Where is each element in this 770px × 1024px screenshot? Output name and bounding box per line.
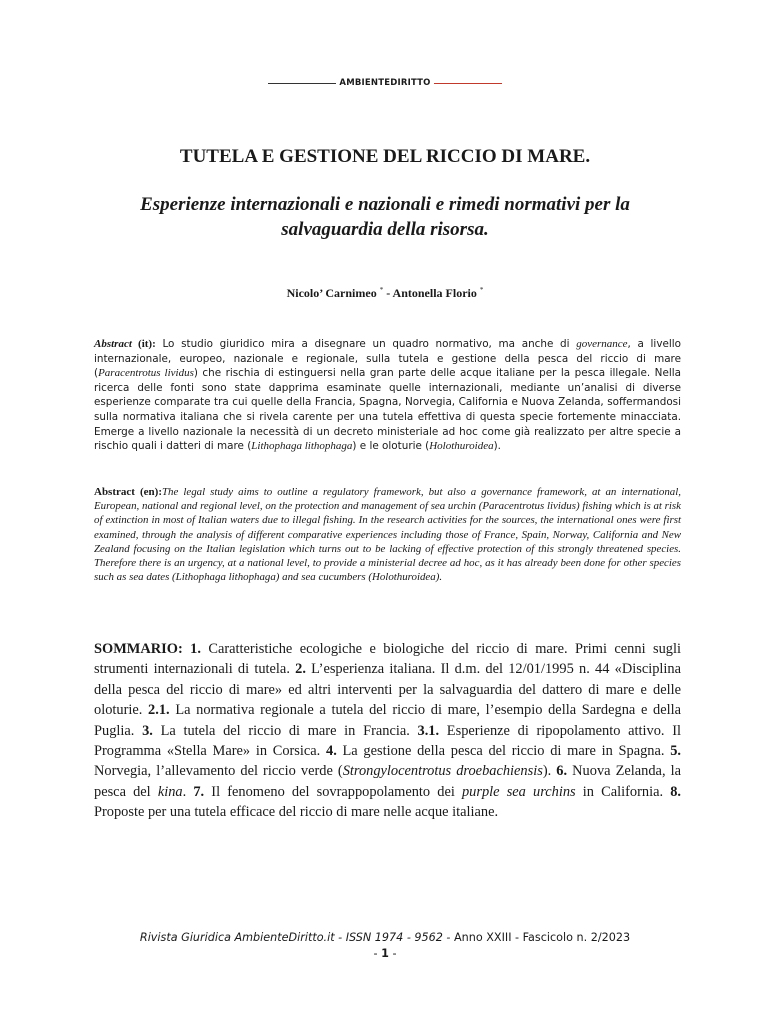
abstract-en-label: Abstract (en): [94, 486, 162, 498]
journal-name: AMBIENTEDIRITTO [339, 78, 431, 88]
abstract-italian: Abstract (it): Lo studio giuridico mira a disegnare un quadro normativo, ma anche di governance, a livello internazionale, europeo, nazionale e regionale, sulla tutela e gestione della pesca del riccio di mare (Paracentrotus lividus) che rischia di estinguersi nella gran parte delle acque italiane per la pesca illegale. Nella ricerca delle fonti sono state dapprima esaminate quelle internazionali, mediante un’analisi di diverse esperienze comparate tra cui quelle della Francia, Spagna, Norvegia, California e Nuova Zelanda, soffermandosi sulla normativa italiana che si rivela carente per una tutela effettiva di questa specie fortemente minacciata. Emerge a livello nazionale la necessità di un decreto ministeriale ad hoc come già realizzato per altre specie a rischio quali i datteri di mare (Lithophaga lithophaga) e le oloturie (Holothuroidea). [94, 338, 681, 453]
author-1: Nicolo’ Carnimeo [286, 286, 377, 300]
species-name: Lithophaga lithophaga [251, 440, 353, 453]
footer-issue: Anno XXIII - Fascicolo n. 2/2023 [454, 931, 631, 944]
running-header [0, 78, 770, 88]
author-2: Antonella Florio [392, 286, 477, 300]
author-1-footnote-mark: * [379, 286, 384, 294]
toc-label: SOMMARIO: [94, 641, 183, 657]
table-of-contents: SOMMARIO: 1. Caratteristiche ecologiche e biologiche del riccio di mare. Primi cenni sugli strumenti internazionali di tutela. 2. L’esperienza italiana. Il d.m. del 12/01/1995 n. 44 «Disciplina della pesca del riccio di mare» ed altri interventi per la salvaguardia del dattero di mare e delle oloturie. 2.1. La normativa regionale a tutela del riccio di mare, l’esempio della Sardegna e della Puglia. 3. La tutela del riccio di mare in Francia. 3.1. Esperienze di ripopolamento attivo. Il Programma «Stella Mare» in Corsica. 4. La gestione della pesca del riccio di mare in Spagna. 5. Norvegia, l’allevamento del riccio verde (Strongylocentrotus droebachiensis). 6. Nuova Zelanda, la pesca del kina. 7. Il fenomeno del sovrappopolamento dei purple sea urchins in California. 8. Proposte per una tutela efficace del riccio di mare nelle acque italiane. [94, 641, 682, 821]
species-name: Paracentrotus lividus [98, 367, 194, 380]
abstract-english [94, 485, 681, 584]
header-rule-right [434, 83, 502, 84]
paper-title: TUTELA E GESTIONE DEL RICCIO DI MARE. [179, 146, 591, 167]
author-line [0, 286, 770, 301]
abstract-en-text: The legal study aims to outline a regulatory framework, but also a governance framework, at an international, European, national and regional level, on the protection and management of sea urchin (Paracentrotus lividus) fishing which is at risk of extinction in most of Italian waters due to illegal fishing. In the research activities for the sources, the international ones were first examined, through the analysis of different comparative experiences including those of France, Spain, Norway, California and New Zealand focusing on the Italian legislation which turns out to be lacking of effective protection of this strongly threatened species. Therefore there is an urgency, at a national level, to provide a ministerial decree ad hoc, as it has already been done for other species such as sea dates (Lithophaga lithophaga) and sea cucumbers (Holothuroidea). [94, 486, 681, 584]
page-footer [0, 931, 770, 944]
species-name: Holothuroidea [429, 440, 494, 453]
paper-subtitle: Esperienze internazionali e nazionali e rimedi normativi per la salvaguardia della risorsa. [140, 194, 630, 240]
footer-journal: Rivista Giuridica AmbienteDiritto.it - ISSN 1974 - 9562 - [139, 931, 455, 944]
abstract-it-lang: (it): [138, 338, 156, 350]
author-2-footnote-mark: * [479, 286, 484, 294]
term-governance: governance [576, 338, 628, 350]
page-number: - 1 - [373, 947, 397, 960]
author-separator: - [383, 286, 393, 300]
header-rule-left [268, 83, 336, 84]
abstract-it-label: Abstract (it): [94, 338, 156, 350]
